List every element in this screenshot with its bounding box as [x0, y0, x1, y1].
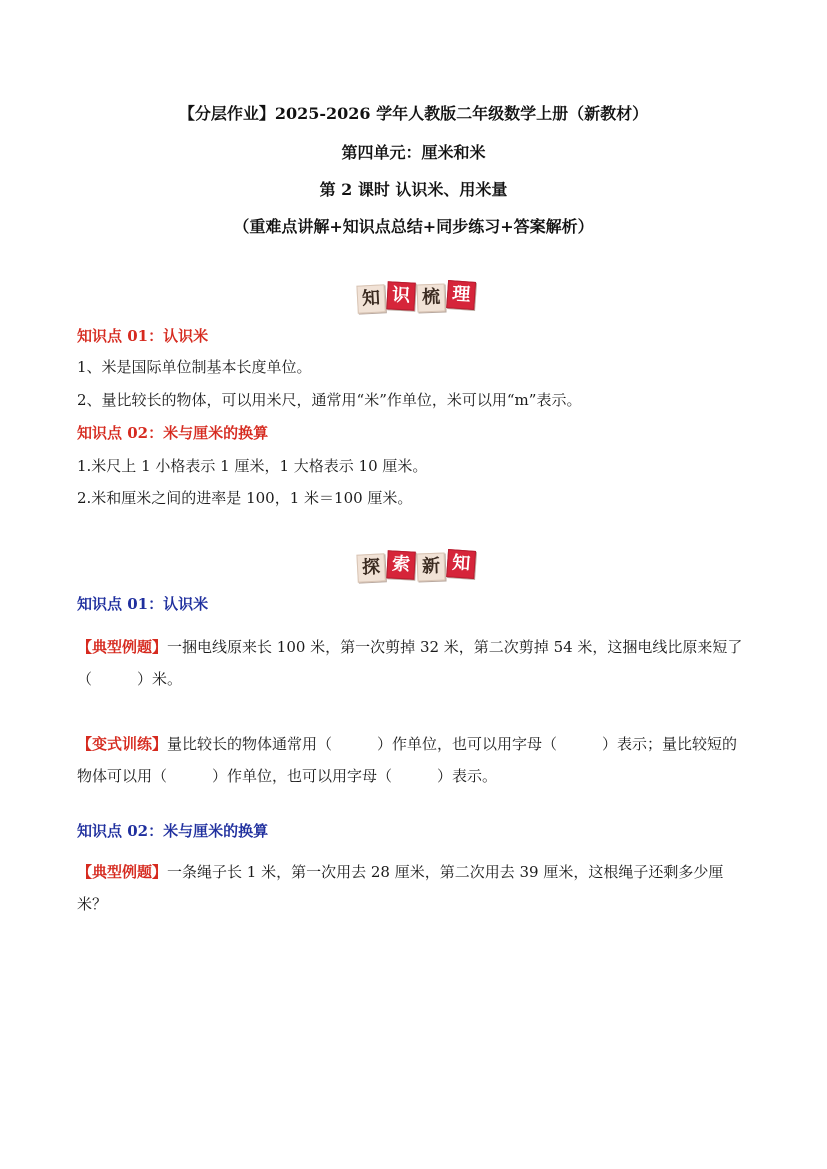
knowledge-point-2-line-1: 1.米尺上 1 小格表示 1 厘米，1 大格表示 10 厘米。 — [77, 457, 428, 475]
banner-tile: 探 — [356, 553, 385, 582]
explore-point-2-heading: 知识点 02：米与厘米的换算 — [77, 822, 269, 840]
document-title: 【分层作业】2025-2026 学年人教版二年级数学上册（新教材） — [178, 104, 649, 123]
knowledge-point-2-heading: 知识点 02：米与厘米的换算 — [77, 424, 269, 442]
variant-tag: 【变式训练】 — [77, 735, 168, 753]
banner-tile: 索 — [386, 550, 415, 579]
banner-tile: 梳 — [417, 284, 446, 313]
explore-point-1-heading: 知识点 01：认识米 — [77, 595, 209, 613]
knowledge-point-1-heading: 知识点 01：认识米 — [77, 327, 209, 345]
banner-tile: 知 — [446, 549, 476, 579]
banner-tile: 新 — [417, 553, 446, 582]
knowledge-point-2-line-2: 2.米和厘米之间的进率是 100，1 米＝100 厘米。 — [77, 489, 413, 507]
example-text: 一捆电线原来长 100 米，第一次剪掉 32 米，第二次剪掉 54 米，这捆电线比原来短了（ ）米。 — [77, 638, 743, 688]
knowledge-point-1-line-1: 1、米是国际单位制基本长度单位。 — [77, 358, 312, 376]
example-question-2 — [77, 856, 747, 920]
document-subtitle: （重难点讲解+知识点总结+同步练习+答案解析） — [233, 217, 594, 236]
example-tag: 【典型例题】 — [77, 638, 168, 656]
unit-title: 第四单元：厘米和米 — [341, 143, 486, 162]
banner-tile: 知 — [356, 284, 385, 313]
variant-text: 量比较长的物体通常用（ ）作单位，也可以用字母（ ）表示；量比较短的物体可以用（ ）作单位，也可以用字母（ ）表示。 — [77, 735, 738, 785]
example-question-1 — [77, 631, 747, 695]
banner-tile: 识 — [386, 281, 415, 310]
banner-tile: 理 — [446, 280, 476, 310]
example-tag: 【典型例题】 — [77, 863, 168, 881]
variant-exercise — [77, 728, 747, 792]
example-text: 一条绳子长 1 米，第一次用去 28 厘米，第二次用去 39 厘米，这根绳子还剩多少厘米？ — [77, 863, 724, 913]
explore-new-knowledge-banner — [357, 552, 475, 580]
lesson-title: 第 2 课时 认识米、用米量 — [319, 180, 508, 199]
knowledge-point-1-line-2: 2、量比较长的物体，可以用米尺，通常用“米”作单位，米可以用“m”表示。 — [77, 391, 582, 409]
knowledge-summary-banner — [357, 283, 475, 311]
